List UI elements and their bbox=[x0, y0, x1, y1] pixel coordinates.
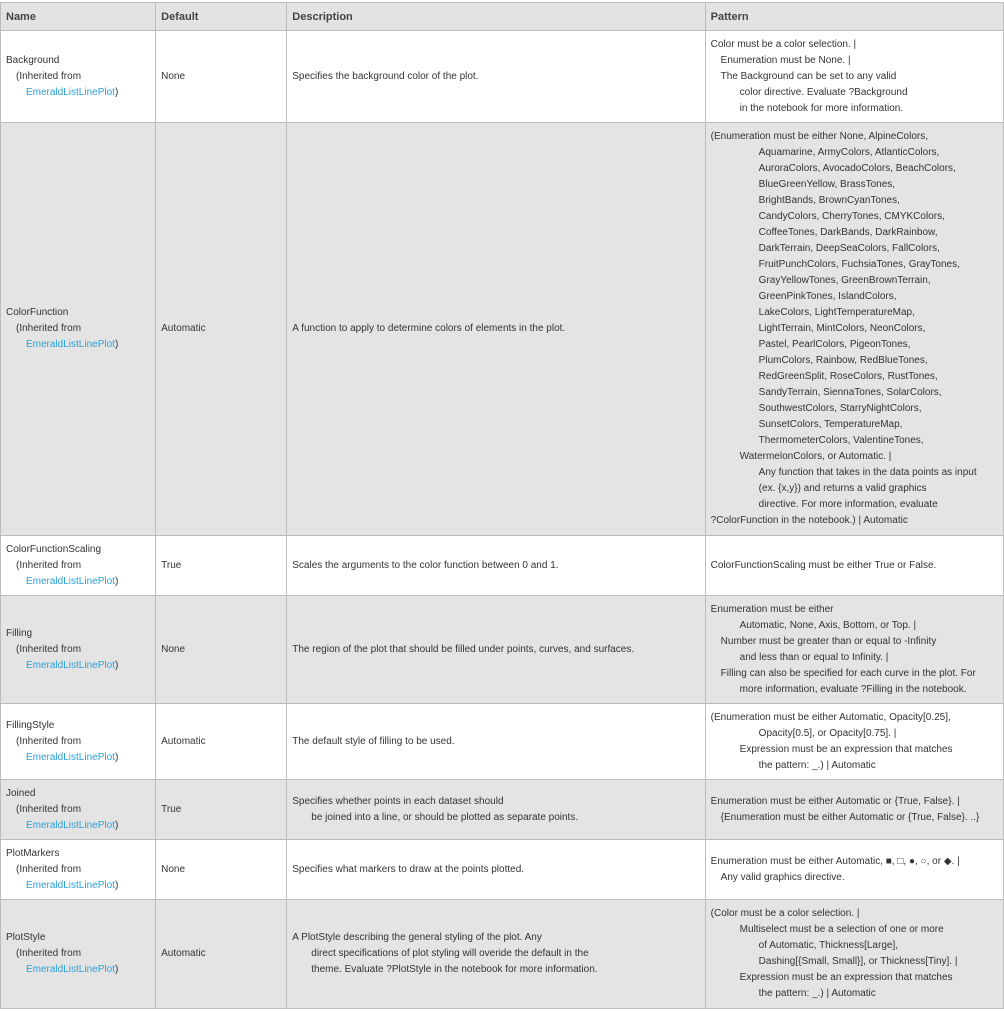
description-line: theme. Evaluate ?PlotStyle in the notebook for more information. bbox=[311, 964, 598, 975]
default-value: Automatic bbox=[156, 900, 287, 1009]
emerald-list-line-plot-link[interactable]: EmeraldListLinePlot bbox=[26, 86, 115, 98]
pattern-cell bbox=[705, 704, 1003, 780]
option-name: FillingStyle bbox=[6, 719, 55, 731]
description-line: direct specifications of plot styling will overide the default in the bbox=[311, 948, 589, 959]
inherited-prefix: (Inherited from bbox=[16, 863, 82, 875]
description-line: be joined into a line, or should be plotted as separate points. bbox=[311, 811, 579, 823]
description-line: Scales the arguments to the color function between 0 and 1. bbox=[292, 559, 559, 571]
inherited-suffix: ) bbox=[114, 879, 119, 891]
pattern-line: ?ColorFunction in the notebook.) | Automatic bbox=[710, 515, 908, 526]
inherited-suffix: ) bbox=[114, 339, 119, 350]
table-row bbox=[1, 780, 1004, 840]
pattern-line: LightTerrain, MintColors, NeonColors, bbox=[758, 323, 926, 334]
inherited-prefix: (Inherited from bbox=[16, 323, 82, 334]
pattern-line: Color must be a color selection. | bbox=[710, 38, 857, 50]
pattern-line: Any valid graphics directive. bbox=[720, 871, 845, 883]
pattern-line: SouthwestColors, StarryNightColors, bbox=[758, 403, 922, 414]
emerald-list-line-plot-link[interactable]: EmeraldListLinePlot bbox=[26, 964, 115, 975]
pattern-line: Number must be greater than or equal to -Infinity bbox=[720, 635, 937, 647]
option-name-cell bbox=[1, 123, 156, 536]
option-name: Filling bbox=[6, 627, 33, 639]
pattern-cell bbox=[705, 596, 1003, 704]
inherited-note bbox=[6, 558, 150, 574]
pattern-line: The Background can be set to any valid bbox=[720, 70, 897, 82]
header-description: Description bbox=[287, 3, 705, 31]
pattern-line: SunsetColors, TemperatureMap, bbox=[758, 419, 903, 430]
table-row bbox=[1, 31, 1004, 123]
description-line: A PlotStyle describing the general styling of the plot. Any bbox=[292, 932, 542, 943]
inherited-suffix: ) bbox=[114, 86, 119, 98]
pattern-line: LakeColors, LightTemperatureMap, bbox=[758, 307, 915, 318]
inherited-note bbox=[6, 69, 150, 85]
description-cell bbox=[287, 840, 705, 900]
description-line: The region of the plot that should be filled under points, curves, and surfaces. bbox=[292, 643, 635, 655]
option-name: PlotStyle bbox=[6, 932, 46, 943]
inherited-prefix: (Inherited from bbox=[16, 803, 82, 815]
pattern-line: ThermometerColors, ValentineTones, bbox=[758, 435, 924, 446]
description-cell bbox=[287, 704, 705, 780]
option-name: PlotMarkers bbox=[6, 847, 60, 859]
pattern-line: in the notebook for more information. bbox=[739, 102, 904, 114]
inherited-link-line bbox=[6, 878, 150, 894]
pattern-line: Enumeration must be either Automatic, ■, □, ●, ○, or ◆. | bbox=[710, 855, 960, 867]
emerald-list-line-plot-link[interactable]: EmeraldListLinePlot bbox=[26, 659, 115, 671]
pattern-cell bbox=[705, 840, 1003, 900]
pattern-line: and less than or equal to Infinity. | bbox=[739, 651, 889, 663]
emerald-list-line-plot-link[interactable]: EmeraldListLinePlot bbox=[26, 751, 115, 763]
description-line: The default style of filling to be used. bbox=[292, 735, 455, 747]
pattern-line: Expression must be an expression that matches bbox=[739, 972, 953, 983]
inherited-note bbox=[6, 862, 150, 878]
inherited-note bbox=[6, 642, 150, 658]
table-row bbox=[1, 123, 1004, 536]
option-name: ColorFunction bbox=[6, 307, 69, 318]
pattern-line: Multiselect must be a selection of one or more bbox=[739, 924, 944, 935]
option-name-cell bbox=[1, 704, 156, 780]
inherited-note bbox=[6, 321, 150, 337]
pattern-line: the pattern: _.) | Automatic bbox=[758, 759, 876, 771]
inherited-link-line bbox=[6, 85, 150, 101]
inherited-note bbox=[6, 734, 150, 750]
pattern-line: Opacity[0.5], or Opacity[0.75]. | bbox=[758, 727, 897, 739]
option-name-cell bbox=[1, 596, 156, 704]
table-row bbox=[1, 596, 1004, 704]
default-value: Automatic bbox=[156, 123, 287, 536]
inherited-prefix: (Inherited from bbox=[16, 735, 82, 747]
header-default: Default bbox=[156, 3, 287, 31]
pattern-cell bbox=[705, 536, 1003, 596]
inherited-suffix: ) bbox=[114, 819, 119, 831]
pattern-line: (Enumeration must be either None, AlpineColors, bbox=[710, 131, 929, 142]
pattern-cell bbox=[705, 780, 1003, 840]
option-name-cell bbox=[1, 780, 156, 840]
emerald-list-line-plot-link[interactable]: EmeraldListLinePlot bbox=[26, 339, 115, 350]
header-name: Name bbox=[1, 3, 156, 31]
pattern-line: Enumeration must be None. | bbox=[720, 54, 851, 66]
default-value: True bbox=[156, 780, 287, 840]
pattern-line: CandyColors, CherryTones, CMYKColors, bbox=[758, 211, 945, 222]
default-value: None bbox=[156, 31, 287, 123]
pattern-cell bbox=[705, 123, 1003, 536]
description-cell bbox=[287, 596, 705, 704]
table-row bbox=[1, 840, 1004, 900]
option-name: Background bbox=[6, 54, 60, 66]
description-cell bbox=[287, 536, 705, 596]
pattern-line: Expression must be an expression that matches bbox=[739, 743, 953, 755]
pattern-line: (ex. {x,y}) and returns a valid graphics bbox=[758, 483, 927, 494]
pattern-line: Enumeration must be either bbox=[710, 603, 834, 615]
inherited-link-line bbox=[6, 818, 150, 834]
emerald-list-line-plot-link[interactable]: EmeraldListLinePlot bbox=[26, 819, 115, 831]
pattern-line: ColorFunctionScaling must be either True or False. bbox=[710, 559, 937, 571]
inherited-prefix: (Inherited from bbox=[16, 70, 82, 82]
option-name-cell bbox=[1, 840, 156, 900]
inherited-note bbox=[6, 802, 150, 818]
inherited-suffix: ) bbox=[114, 964, 119, 975]
inherited-link-line bbox=[6, 962, 150, 978]
pattern-line: BlueGreenYellow, BrassTones, bbox=[758, 179, 896, 190]
pattern-line: directive. For more information, evaluate bbox=[758, 499, 938, 510]
pattern-line: Enumeration must be either Automatic or {True, False}. | bbox=[710, 795, 960, 807]
pattern-line: (Enumeration must be either Automatic, Opacity[0.25], bbox=[710, 711, 951, 723]
pattern-line: more information, evaluate ?Filling in the notebook. bbox=[739, 683, 967, 695]
option-name-cell bbox=[1, 31, 156, 123]
inherited-prefix: (Inherited from bbox=[16, 559, 82, 571]
pattern-line: Pastel, PearlColors, PigeonTones, bbox=[758, 339, 911, 350]
description-line: Specifies what markers to draw at the points plotted. bbox=[292, 863, 525, 875]
pattern-line: the pattern: _.) | Automatic bbox=[758, 988, 876, 999]
description-cell bbox=[287, 900, 705, 1009]
default-value: Automatic bbox=[156, 704, 287, 780]
description-cell bbox=[287, 31, 705, 123]
pattern-line: CoffeeTones, DarkBands, DarkRainbow, bbox=[758, 227, 938, 238]
description-line: Specifies whether points in each dataset should bbox=[292, 795, 504, 807]
header-pattern: Pattern bbox=[705, 3, 1003, 31]
pattern-cell bbox=[705, 31, 1003, 123]
emerald-list-line-plot-link[interactable]: EmeraldListLinePlot bbox=[26, 575, 115, 587]
pattern-line: Automatic, None, Axis, Bottom, or Top. | bbox=[739, 619, 917, 631]
pattern-line: Aquamarine, ArmyColors, AtlanticColors, bbox=[758, 147, 940, 158]
pattern-line: {Enumeration must be either Automatic or {True, False}. ..} bbox=[720, 811, 980, 823]
pattern-line: GreenPinkTones, IslandColors, bbox=[758, 291, 897, 302]
default-value: None bbox=[156, 596, 287, 704]
inherited-suffix: ) bbox=[114, 751, 119, 763]
pattern-line: SandyTerrain, SiennaTones, SolarColors, bbox=[758, 387, 942, 398]
pattern-line: (Color must be a color selection. | bbox=[710, 908, 860, 919]
pattern-line: FruitPunchColors, FuchsiaTones, GrayTones, bbox=[758, 259, 960, 270]
description-line: A function to apply to determine colors of elements in the plot. bbox=[292, 323, 566, 334]
pattern-line: Dashing[{Small, Small}], or Thickness[Tiny]. | bbox=[758, 956, 958, 967]
inherited-link-line bbox=[6, 658, 150, 674]
default-value: None bbox=[156, 840, 287, 900]
option-name: ColorFunctionScaling bbox=[6, 543, 102, 555]
inherited-prefix: (Inherited from bbox=[16, 948, 82, 959]
description-cell bbox=[287, 780, 705, 840]
table-row bbox=[1, 704, 1004, 780]
table-row bbox=[1, 536, 1004, 596]
inherited-suffix: ) bbox=[114, 659, 119, 671]
inherited-note bbox=[6, 946, 150, 962]
pattern-line: WatermelonColors, or Automatic. | bbox=[739, 451, 892, 462]
inherited-link-line bbox=[6, 574, 150, 590]
emerald-list-line-plot-link[interactable]: EmeraldListLinePlot bbox=[26, 879, 115, 891]
pattern-line: GrayYellowTones, GreenBrownTerrain, bbox=[758, 275, 931, 286]
inherited-link-line bbox=[6, 337, 150, 353]
table-row bbox=[1, 900, 1004, 1009]
option-name-cell bbox=[1, 900, 156, 1009]
option-name-cell bbox=[1, 536, 156, 596]
pattern-line: PlumColors, Rainbow, RedBlueTones, bbox=[758, 355, 928, 366]
pattern-line: of Automatic, Thickness[Large], bbox=[758, 940, 899, 951]
pattern-line: DarkTerrain, DeepSeaColors, FallColors, bbox=[758, 243, 940, 254]
inherited-suffix: ) bbox=[114, 575, 119, 587]
description-line: Specifies the background color of the plot. bbox=[292, 70, 479, 82]
inherited-prefix: (Inherited from bbox=[16, 643, 82, 655]
default-value: True bbox=[156, 536, 287, 596]
pattern-line: BrightBands, BrownCyanTones, bbox=[758, 195, 900, 206]
pattern-line: Any function that takes in the data points as input bbox=[758, 467, 977, 478]
inherited-link-line bbox=[6, 750, 150, 766]
pattern-cell bbox=[705, 900, 1003, 1009]
options-table bbox=[0, 2, 1004, 1009]
table-header-row bbox=[1, 3, 1004, 31]
option-name: Joined bbox=[6, 787, 36, 799]
description-cell bbox=[287, 123, 705, 536]
pattern-line: Filling can also be specified for each curve in the plot. For bbox=[720, 667, 976, 679]
pattern-line: color directive. Evaluate ?Background bbox=[739, 86, 908, 98]
pattern-line: RedGreenSplit, RoseColors, RustTones, bbox=[758, 371, 938, 382]
pattern-line: AuroraColors, AvocadoColors, BeachColors, bbox=[758, 163, 956, 174]
